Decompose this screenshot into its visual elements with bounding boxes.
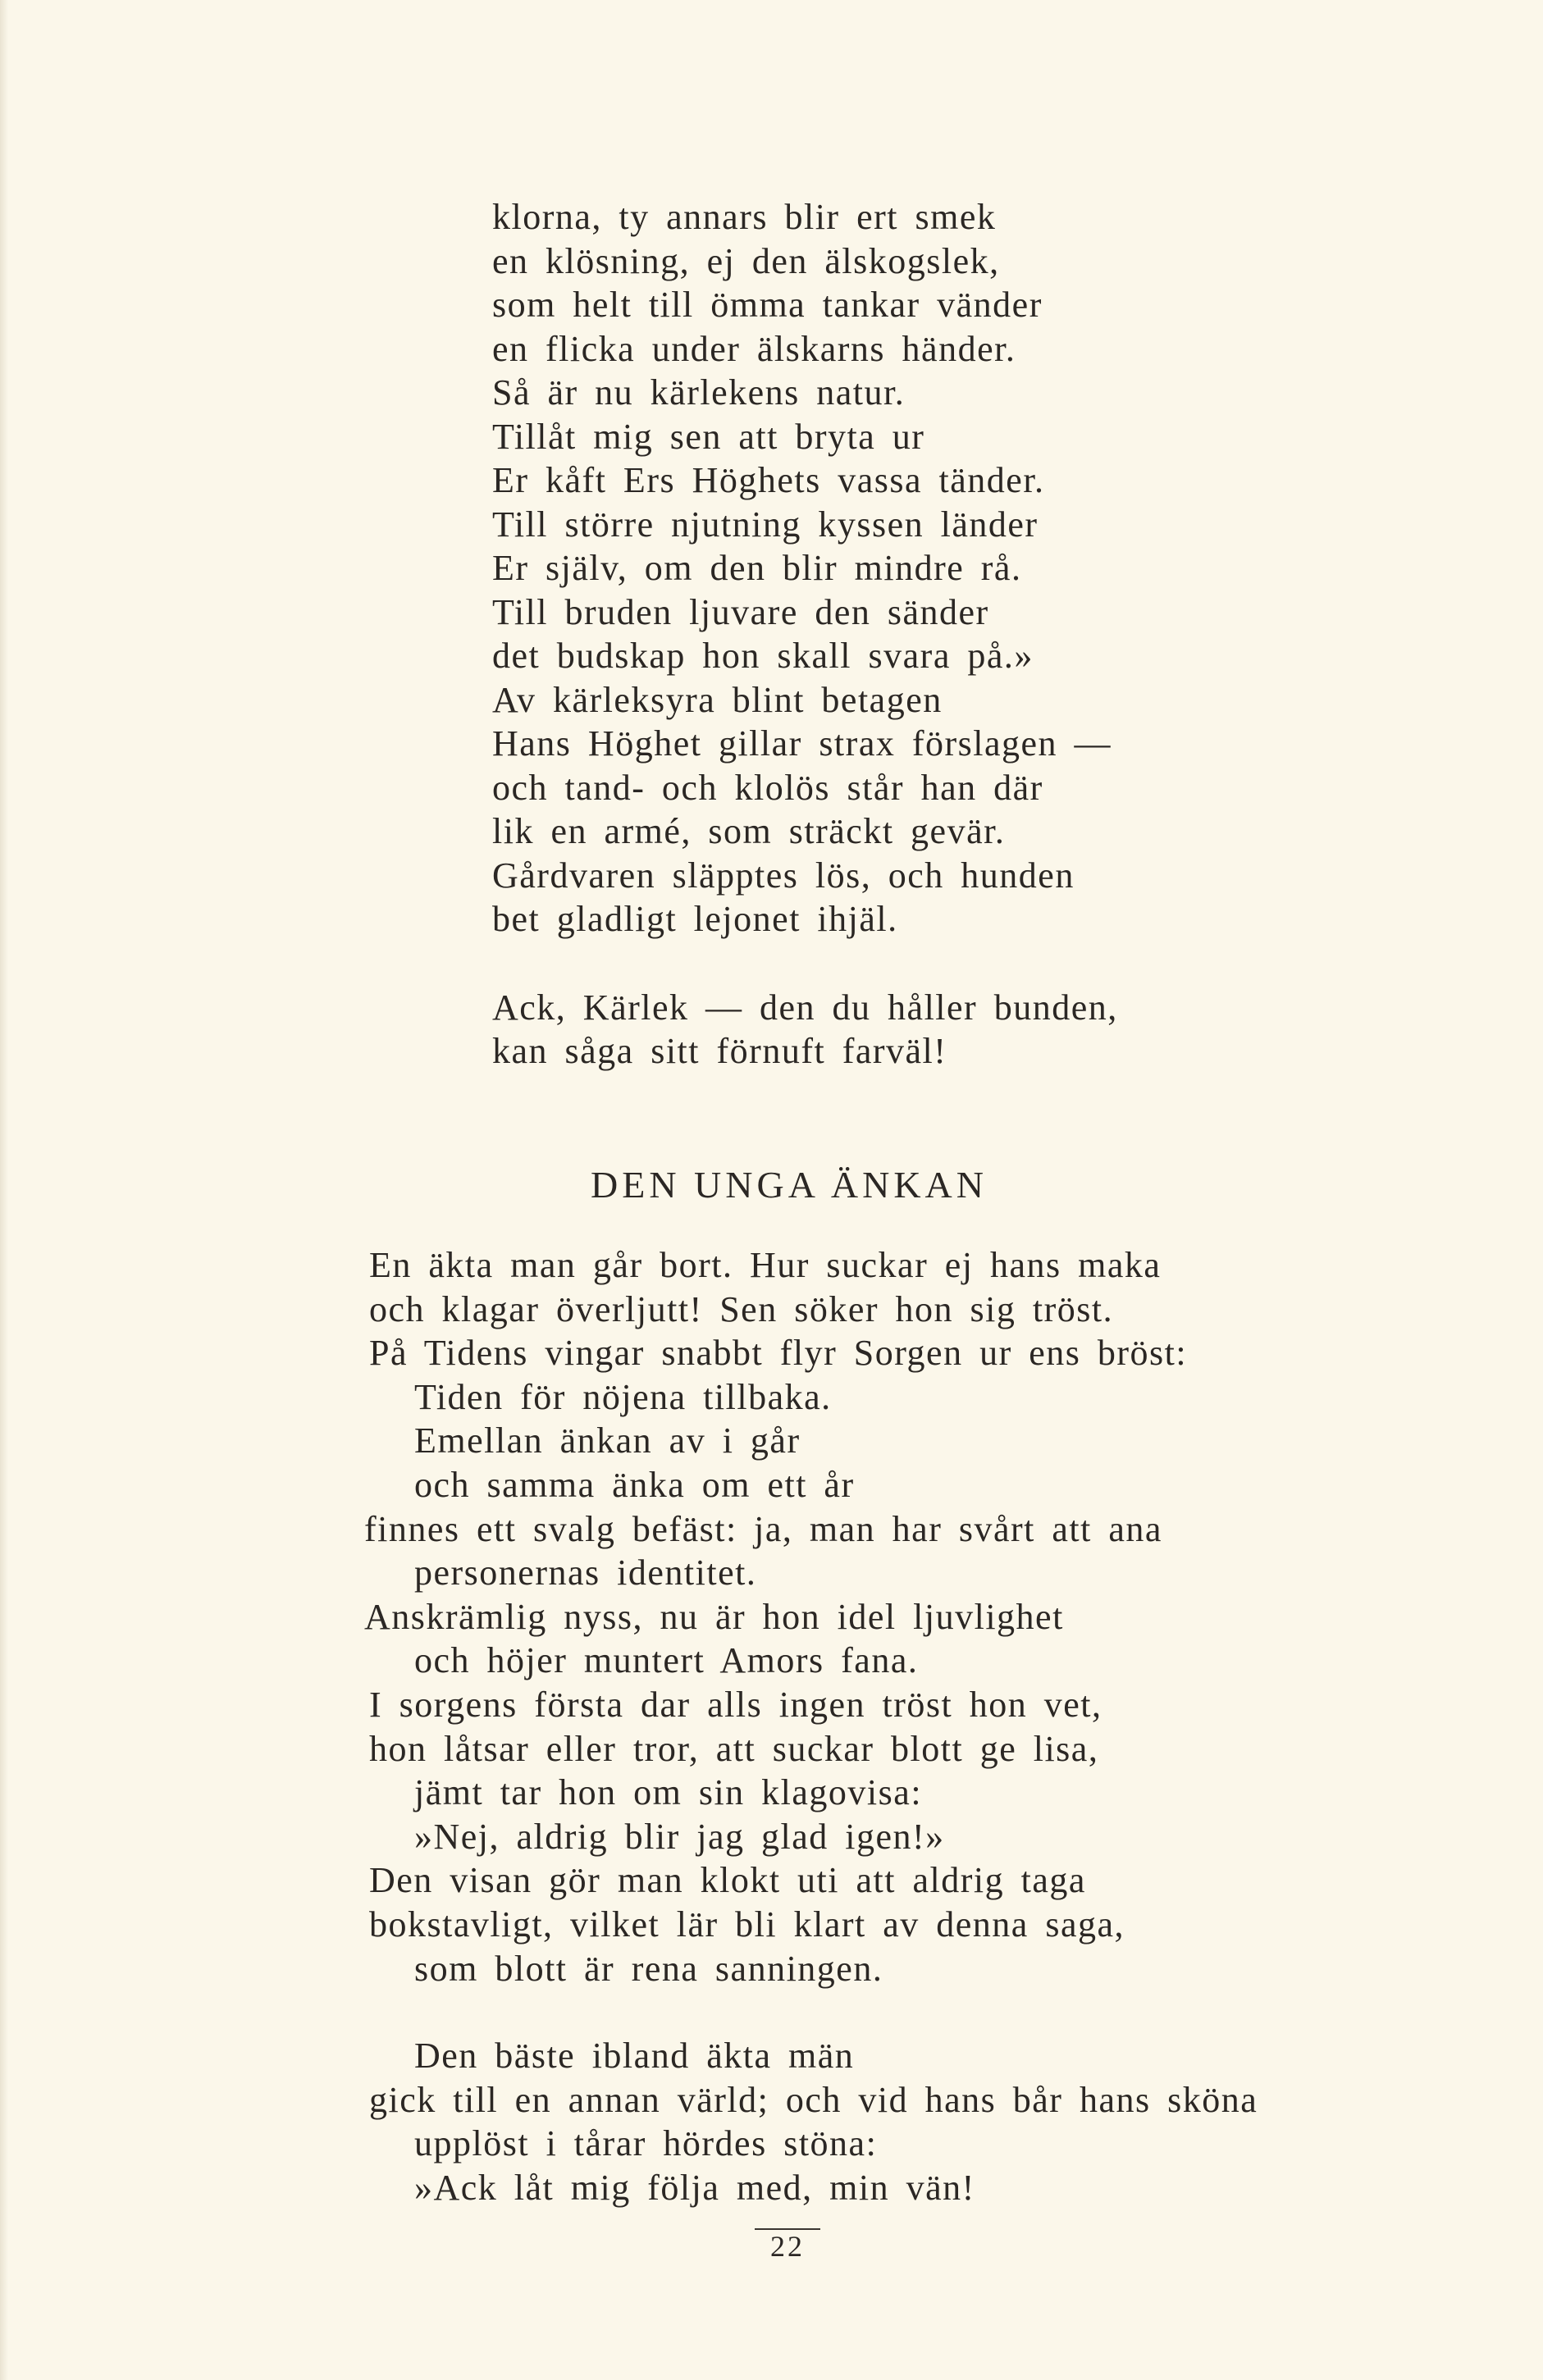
stanza-gap [369, 1990, 1518, 2034]
poem-line-indented: personernas identitet. [414, 1552, 757, 1594]
poem-line: En äkta man går bort. Hur suckar ej hans maka [369, 1245, 1162, 1285]
poem-line: finnes ett svalg befäst: ja, man har svårt att ana [364, 1508, 1162, 1549]
poem-den-unga-ankan [364, 1243, 1518, 2209]
poem-line-indented: och höjer muntert Amors fana. [414, 1640, 919, 1681]
poem-line: I sorgens första dar alls ingen tröst hon vet, [369, 1684, 1102, 1725]
poem-line: Anskrämlig nyss, nu är hon idel ljuvlighet [364, 1596, 1064, 1637]
page-number: 22 [770, 2230, 805, 2263]
poem-line: som helt till ömma tankar vänder [492, 285, 1043, 325]
section-title: DEN UNGA ÄNKAN [591, 1164, 988, 1206]
page-edge [0, 0, 8, 2380]
poem-line-indented: »Ack låt mig följa med, min vän! [414, 2167, 975, 2208]
poem-line: en flicka under älskarns händer. [492, 328, 1016, 369]
poem-line: Er själv, om den blir mindre rå. [492, 548, 1022, 588]
poem-continued [492, 195, 1148, 1074]
poem-line: en klösning, ej den älskogslek, [492, 240, 1000, 281]
stanza-gap [492, 942, 1148, 986]
poem-closing-line: Ack, Kärlek — den du håller bunden, [492, 987, 1118, 1028]
poem-line: bokstavligt, vilket lär bli klart av denna saga, [369, 1904, 1125, 1945]
poem-line: Den visan gör man klokt uti att aldrig taga [369, 1860, 1086, 1901]
poem-line: Av kärleksyra blint betagen [492, 679, 943, 720]
poem-line: klorna, ty annars blir ert smek [492, 197, 997, 237]
poem-line: På Tidens vingar snabbt flyr Sorgen ur ens bröst: [369, 1333, 1188, 1374]
poem-line: Gårdvaren släpptes lös, och hunden [492, 855, 1075, 896]
poem-line-indented: Tiden för nöjena tillbaka. [414, 1376, 832, 1417]
poem-line: Er kåft Ers Höghets vassa tänder. [492, 460, 1045, 500]
poem-line: och klagar överljutt! Sen söker hon sig tröst. [369, 1288, 1114, 1329]
poem-line: Så är nu kärlekens natur. [492, 372, 906, 413]
poem-line-indented: Emellan änkan av i går [414, 1420, 801, 1461]
poem-line: bet gladligt lejonet ihjäl. [492, 899, 898, 939]
poem-line: Tillåt mig sen att bryta ur [492, 416, 925, 457]
poem-line-indented: upplöst i tårar hördes stöna: [414, 2123, 878, 2164]
poem-line: hon låtsar eller tror, att suckar blott ge lisa, [369, 1728, 1099, 1769]
poem-line: Till större njutning kyssen länder [492, 504, 1039, 545]
poem-line: Hans Höghet gillar strax förslagen — [492, 723, 1112, 764]
poem-line-indented: Den bäste ibland äkta män [414, 2036, 855, 2077]
poem-line: gick till en annan värld; och vid hans bår hans sköna [369, 2079, 1258, 2120]
poem-line: och tand- och klolös står han där [492, 767, 1043, 808]
poem-closing-line: kan såga sitt förnuft farväl! [492, 1031, 947, 1071]
poem-line-indented: som blott är rena sanningen. [414, 1948, 883, 1989]
poem-line: det budskap hon skall svara på.» [492, 636, 1034, 676]
poem-line-indented: »Nej, aldrig blir jag glad igen!» [414, 1816, 945, 1857]
poem-line: Till bruden ljuvare den sänder [492, 591, 989, 632]
poem-line-indented: och samma änka om ett år [414, 1464, 855, 1505]
poem-line-indented: jämt tar hon om sin klagovisa: [414, 1772, 923, 1813]
poem-line: lik en armé, som sträckt gevär. [492, 811, 1006, 851]
